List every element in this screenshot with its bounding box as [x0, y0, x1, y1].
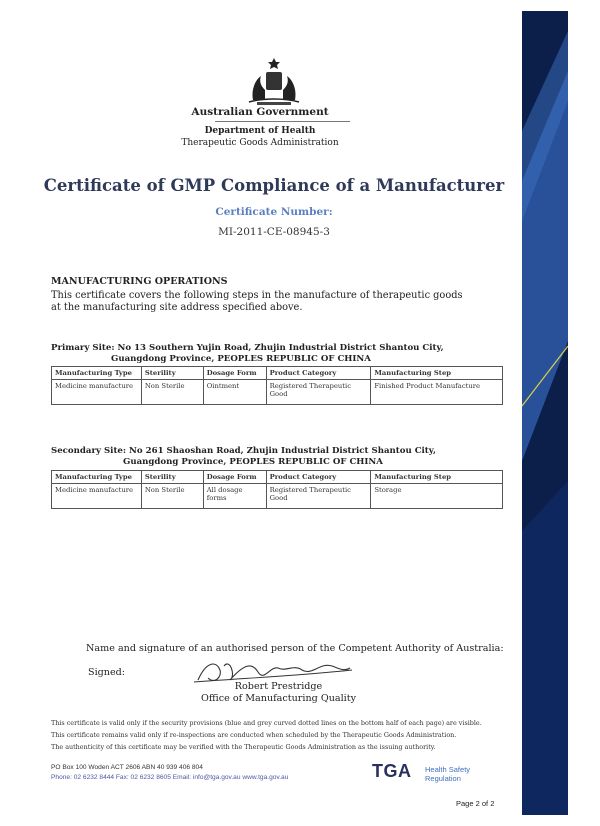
column-header: Manufacturing Type [52, 367, 142, 380]
table-header-row [52, 471, 503, 484]
tga-logo: TGA [372, 761, 412, 781]
table-cell: Registered Therapeutic Good [266, 380, 371, 405]
table-cell: Finished Product Manufacture [371, 380, 503, 405]
page-number: Page 2 of 2 [456, 799, 495, 808]
table-cell: All dosage forms [203, 484, 266, 509]
header-divider [215, 121, 350, 122]
operations-description: This certificate covers the following steps in the manufacture of therapeutic goods at the manufacturing site address specified above. [51, 290, 463, 314]
column-header: Dosage Form [203, 367, 266, 380]
column-header: Sterility [141, 367, 203, 380]
primary-site-table [51, 366, 503, 405]
table-cell: Non Sterile [141, 484, 203, 509]
signature-intro: Name and signature of an authorised person of the Competent Authority of Australia: [86, 643, 504, 654]
table-cell: Medicine manufacture [52, 484, 142, 509]
column-header: Product Category [266, 471, 371, 484]
signatory-name: Robert Prestridge [234, 681, 323, 692]
footer-address: PO Box 100 Woden ACT 2606 ABN 40 939 406 804 [51, 764, 203, 771]
footer-contact: Phone: 02 6232 8444 Fax: 02 6232 8605 Email: info@tga.gov.au www.tga.gov.au [51, 774, 289, 781]
certificate-number: MI-2011-CE-08945-3 [218, 226, 330, 238]
primary-site-line1: Primary Site: No 13 Southern Yujin Road, Zhujin Industrial District Shantou City, [51, 343, 444, 353]
certificate-number-label: Certificate Number: [215, 206, 333, 218]
table-cell: Registered Therapeutic Good [266, 484, 371, 509]
tga-tagline-line2: Regulation [425, 774, 461, 783]
secondary-site-line2: Guangdong Province, PEOPLES REPUBLIC OF CHINA [123, 457, 383, 467]
column-header: Manufacturing Type [52, 471, 142, 484]
column-header: Dosage Form [203, 471, 266, 484]
security-stripe [522, 11, 568, 815]
coat-of-arms-icon [243, 56, 305, 106]
department-name: Department of Health [204, 126, 316, 136]
certificate-title: Certificate of GMP Compliance of a Manufacturer [43, 176, 505, 195]
agency-name: Therapeutic Goods Administration [181, 138, 339, 148]
government-name: Australian Government [191, 106, 329, 118]
stripe-pattern-graphic [522, 11, 568, 815]
secondary-site-line1: Secondary Site: No 261 Shaoshan Road, Zhujin Industrial District Shantou City, [51, 446, 436, 456]
operations-heading: MANUFACTURING OPERATIONS [51, 276, 228, 287]
tga-logo-tagline [425, 765, 470, 783]
table-cell: Medicine manufacture [52, 380, 142, 405]
table-row [52, 380, 503, 405]
column-header: Manufacturing Step [371, 471, 503, 484]
primary-site-line2: Guangdong Province, PEOPLES REPUBLIC OF CHINA [111, 354, 371, 364]
table-cell: Storage [371, 484, 503, 509]
column-header: Product Category [266, 367, 371, 380]
signed-label: Signed: [88, 667, 126, 678]
signatory-block [201, 681, 356, 705]
validity-note: The authenticity of this certificate may be verified with the Therapeutic Goods Administration as the issuing authority. [51, 743, 436, 751]
table-cell: Non Sterile [141, 380, 203, 405]
validity-note: This certificate is valid only if the security provisions (blue and grey curved dotted lines on the bottom half of each page) are visible. [51, 719, 482, 727]
table-header-row [52, 367, 503, 380]
column-header: Sterility [141, 471, 203, 484]
secondary-site-table [51, 470, 503, 509]
signatory-office: Office of Manufacturing Quality [201, 693, 357, 704]
table-row [52, 484, 503, 509]
tga-tagline-line1: Health Safety [425, 765, 471, 774]
primary-site-address [51, 343, 511, 365]
column-header: Manufacturing Step [371, 367, 503, 380]
table-cell: Ointment [203, 380, 266, 405]
validity-note: This certificate remains valid only if re-inspections are conducted when scheduled by the Therapeutic Goods Administration. [51, 731, 457, 739]
secondary-site-address [51, 446, 511, 468]
